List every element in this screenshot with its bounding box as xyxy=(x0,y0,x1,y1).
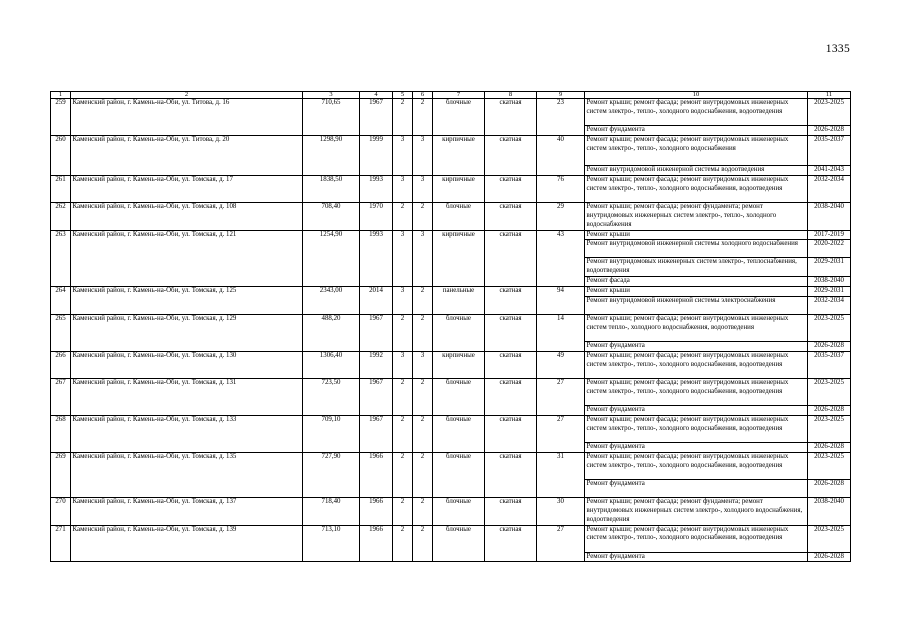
floors-cell: 3 xyxy=(393,351,413,378)
row-number-cell: 271 xyxy=(51,525,71,562)
year-cell: 1966 xyxy=(360,497,393,525)
year-cell: 1970 xyxy=(360,202,393,230)
roof-type-cell: скатная xyxy=(485,99,537,136)
row-number-cell: 259 xyxy=(51,99,71,136)
table-row xyxy=(51,230,851,240)
year-cell: 1967 xyxy=(360,415,393,452)
work-description-cell: Ремонт внутридомовой инженерной системы холодного водоснабжения xyxy=(585,240,808,258)
wall-material-cell: блочные xyxy=(433,99,485,136)
year-cell: 2014 xyxy=(360,287,393,315)
entrances-cell: 2 xyxy=(413,497,433,525)
work-description-cell: Ремонт фундамента xyxy=(585,479,808,497)
column-header: 5 xyxy=(393,92,413,99)
floors-cell: 3 xyxy=(393,230,413,287)
wall-material-cell: блочные xyxy=(433,415,485,452)
year-cell: 1967 xyxy=(360,378,393,415)
column-header: 11 xyxy=(808,92,851,99)
column-header: 10 xyxy=(585,92,808,99)
work-period-cell: 2023-2025 xyxy=(808,452,851,479)
work-period-cell: 2032-2034 xyxy=(808,297,851,315)
work-description-cell: Ремонт крыши; ремонт фасада; ремонт внутридомовых инженерных систем электро-, тепло-, холодного водоснабжения, водоотведения xyxy=(585,175,808,202)
address-cell: Каменский район, г. Камень-на-Оби, ул. Томская, д. 131 xyxy=(71,378,303,415)
roof-type-cell: скатная xyxy=(485,135,537,175)
row-number-cell: 270 xyxy=(51,497,71,525)
work-period-cell: 2023-2025 xyxy=(808,525,851,552)
floors-cell: 3 xyxy=(393,135,413,175)
work-description-cell: Ремонт внутридомовой инженерной системы водоотведения xyxy=(585,165,808,175)
column-header: 2 xyxy=(71,92,303,99)
row-number-cell: 264 xyxy=(51,287,71,315)
entrances-cell: 2 xyxy=(413,287,433,315)
roof-type-cell: скатная xyxy=(485,378,537,415)
roof-type-cell: скатная xyxy=(485,315,537,352)
work-period-cell: 2029-2031 xyxy=(808,287,851,297)
residents-cell: 49 xyxy=(537,351,585,378)
work-description-cell: Ремонт фасада xyxy=(585,277,808,287)
work-period-cell: 2026-2028 xyxy=(808,126,851,136)
area-cell: 727,90 xyxy=(303,452,360,497)
area-cell: 1306,40 xyxy=(303,351,360,378)
floors-cell: 2 xyxy=(393,452,413,497)
residents-cell: 29 xyxy=(537,202,585,230)
table-row xyxy=(51,452,851,479)
work-period-cell: 2026-2028 xyxy=(808,479,851,497)
roof-type-cell: скатная xyxy=(485,287,537,315)
work-period-cell: 2017-2019 xyxy=(808,230,851,240)
table-row xyxy=(51,287,851,297)
address-cell: Каменский район, г. Камень-на-Оби, ул. Томская, д. 129 xyxy=(71,315,303,352)
table-row xyxy=(51,202,851,230)
work-description-cell: Ремонт крыши; ремонт фасада; ремонт внутридомовых инженерных систем электро-, тепло-, холодного водоснабжения xyxy=(585,135,808,165)
table-row xyxy=(51,497,851,525)
header-row xyxy=(51,92,851,99)
work-period-cell: 2026-2028 xyxy=(808,442,851,452)
address-cell: Каменский район, г. Камень-на-Оби, ул. Томская, д. 121 xyxy=(71,230,303,287)
entrances-cell: 2 xyxy=(413,315,433,352)
floors-cell: 2 xyxy=(393,315,413,352)
area-cell: 709,10 xyxy=(303,415,360,452)
area-cell: 723,50 xyxy=(303,378,360,415)
residents-cell: 27 xyxy=(537,525,585,562)
entrances-cell: 3 xyxy=(413,175,433,202)
work-period-cell: 2038-2040 xyxy=(808,277,851,287)
row-number-cell: 265 xyxy=(51,315,71,352)
wall-material-cell: блочные xyxy=(433,202,485,230)
year-cell: 1967 xyxy=(360,99,393,136)
year-cell: 1992 xyxy=(360,351,393,378)
wall-material-cell: кирпичные xyxy=(433,230,485,287)
residents-cell: 27 xyxy=(537,378,585,415)
table-row xyxy=(51,378,851,405)
residents-cell: 43 xyxy=(537,230,585,287)
entrances-cell: 2 xyxy=(413,525,433,562)
work-description-cell: Ремонт крыши; ремонт фасада; ремонт внутридомовых инженерных систем электро-, тепло-, холодного водоснабжения, водоотведения xyxy=(585,525,808,552)
floors-cell: 3 xyxy=(393,175,413,202)
work-period-cell: 2035-2037 xyxy=(808,135,851,165)
area-cell: 713,10 xyxy=(303,525,360,562)
residents-cell: 40 xyxy=(537,135,585,175)
work-period-cell: 2026-2028 xyxy=(808,552,851,562)
entrances-cell: 2 xyxy=(413,378,433,415)
work-description-cell: Ремонт крыши; ремонт фасада; ремонт внутридомовых инженерных систем электро-, тепло-, холодного водоснабжения, водоотведения xyxy=(585,452,808,479)
area-cell: 718,40 xyxy=(303,497,360,525)
page-number: 1335 xyxy=(825,43,850,55)
column-header: 8 xyxy=(485,92,537,99)
work-period-cell: 2029-2031 xyxy=(808,258,851,277)
column-header: 6 xyxy=(413,92,433,99)
address-cell: Каменский район, г. Камень-на-Оби, ул. Томская, д. 135 xyxy=(71,452,303,497)
work-description-cell: Ремонт крыши; ремонт фасада; ремонт внутридомовых инженерных систем тепло-, холодного водоснабжения, водоотведения xyxy=(585,315,808,342)
work-description-cell: Ремонт внутридомовых инженерных систем электро-, теплоснабжения, водоотведения xyxy=(585,258,808,277)
address-cell: Каменский район, г. Камень-на-Оби, ул. Томская, д. 108 xyxy=(71,202,303,230)
area-cell: 708,40 xyxy=(303,202,360,230)
entrances-cell: 2 xyxy=(413,415,433,452)
work-description-cell: Ремонт крыши; ремонт фасада; ремонт внутридомовых инженерных систем электро-, тепло-, холодного водоснабжения, водоотведения xyxy=(585,99,808,126)
residents-cell: 23 xyxy=(537,99,585,136)
work-description-cell: Ремонт крыши; ремонт фасада; ремонт фундамента; ремонт внутридомовых инженерных систем электро-, холодного водоснабжения, водоотведения xyxy=(585,497,808,525)
column-header: 7 xyxy=(433,92,485,99)
area-cell: 1298,90 xyxy=(303,135,360,175)
wall-material-cell: кирпичные xyxy=(433,135,485,175)
area-cell: 2343,00 xyxy=(303,287,360,315)
area-cell: 710,65 xyxy=(303,99,360,136)
wall-material-cell: блочные xyxy=(433,452,485,497)
entrances-cell: 3 xyxy=(413,230,433,287)
floors-cell: 2 xyxy=(393,378,413,415)
table-body xyxy=(51,99,851,562)
address-cell: Каменский район, г. Камень-на-Оби, ул. Томская, д. 17 xyxy=(71,175,303,202)
floors-cell: 2 xyxy=(393,497,413,525)
entrances-cell: 2 xyxy=(413,202,433,230)
work-description-cell: Ремонт фундамента xyxy=(585,552,808,562)
row-number-cell: 269 xyxy=(51,452,71,497)
area-cell: 1254,90 xyxy=(303,230,360,287)
column-header: 4 xyxy=(360,92,393,99)
entrances-cell: 2 xyxy=(413,452,433,497)
year-cell: 1966 xyxy=(360,525,393,562)
floors-cell: 2 xyxy=(393,415,413,452)
column-header: 9 xyxy=(537,92,585,99)
address-cell: Каменский район, г. Камень-на-Оби, ул. Томская, д. 137 xyxy=(71,497,303,525)
table-row xyxy=(51,315,851,342)
table-row xyxy=(51,351,851,378)
roof-type-cell: скатная xyxy=(485,202,537,230)
row-number-cell: 266 xyxy=(51,351,71,378)
work-period-cell: 2026-2028 xyxy=(808,342,851,352)
residents-cell: 27 xyxy=(537,415,585,452)
work-description-cell: Ремонт крыши xyxy=(585,230,808,240)
column-header: 1 xyxy=(51,92,71,99)
work-description-cell: Ремонт крыши; ремонт фасада; ремонт внутридомовых инженерных систем электро-, тепло-, холодного водоснабжения, водоотведения xyxy=(585,415,808,442)
floors-cell: 2 xyxy=(393,202,413,230)
roof-type-cell: скатная xyxy=(485,497,537,525)
address-cell: Каменский район, г. Камень-на-Оби, ул. Томская, д. 130 xyxy=(71,351,303,378)
work-description-cell: Ремонт фундамента xyxy=(585,342,808,352)
entrances-cell: 3 xyxy=(413,351,433,378)
row-number-cell: 262 xyxy=(51,202,71,230)
column-header: 3 xyxy=(303,92,360,99)
roof-type-cell: скатная xyxy=(485,351,537,378)
year-cell: 1966 xyxy=(360,452,393,497)
year-cell: 1993 xyxy=(360,230,393,287)
work-period-cell: 2041-2043 xyxy=(808,165,851,175)
table-row xyxy=(51,415,851,442)
roof-type-cell: скатная xyxy=(485,175,537,202)
entrances-cell: 3 xyxy=(413,135,433,175)
work-description-cell: Ремонт фундамента xyxy=(585,442,808,452)
row-number-cell: 267 xyxy=(51,378,71,415)
address-cell: Каменский район, г. Камень-на-Оби, ул. Титова, д. 20 xyxy=(71,135,303,175)
entrances-cell: 2 xyxy=(413,99,433,136)
wall-material-cell: блочные xyxy=(433,525,485,562)
work-period-cell: 2023-2025 xyxy=(808,415,851,442)
work-description-cell: Ремонт фундамента xyxy=(585,405,808,415)
wall-material-cell: блочные xyxy=(433,378,485,415)
year-cell: 1999 xyxy=(360,135,393,175)
work-description-cell: Ремонт крыши xyxy=(585,287,808,297)
row-number-cell: 268 xyxy=(51,415,71,452)
residents-cell: 14 xyxy=(537,315,585,352)
work-period-cell: 2026-2028 xyxy=(808,405,851,415)
wall-material-cell: панельные xyxy=(433,287,485,315)
floors-cell: 3 xyxy=(393,287,413,315)
year-cell: 1993 xyxy=(360,175,393,202)
roof-type-cell: скатная xyxy=(485,415,537,452)
year-cell: 1967 xyxy=(360,315,393,352)
work-description-cell: Ремонт внутридомовой инженерной системы электроснабжения xyxy=(585,297,808,315)
area-cell: 1838,50 xyxy=(303,175,360,202)
table-row xyxy=(51,525,851,552)
address-cell: Каменский район, г. Камень-на-Оби, ул. Томская, д. 125 xyxy=(71,287,303,315)
roof-type-cell: скатная xyxy=(485,452,537,497)
work-period-cell: 2020-2022 xyxy=(808,240,851,258)
wall-material-cell: блочные xyxy=(433,315,485,352)
row-number-cell: 260 xyxy=(51,135,71,175)
roof-type-cell: скатная xyxy=(485,230,537,287)
wall-material-cell: кирпичные xyxy=(433,351,485,378)
work-period-cell: 2038-2040 xyxy=(808,497,851,525)
row-number-cell: 263 xyxy=(51,230,71,287)
work-description-cell: Ремонт крыши; ремонт фасада; ремонт внутридомовых инженерных систем электро-, тепло-, холодного водоснабжения, водоотведения xyxy=(585,351,808,378)
address-cell: Каменский район, г. Камень-на-Оби, ул. Томская, д. 139 xyxy=(71,525,303,562)
row-number-cell: 261 xyxy=(51,175,71,202)
work-description-cell: Ремонт фундамента xyxy=(585,126,808,136)
work-period-cell: 2038-2040 xyxy=(808,202,851,230)
work-period-cell: 2023-2025 xyxy=(808,378,851,405)
address-cell: Каменский район, г. Камень-на-Оби, ул. Титова, д. 16 xyxy=(71,99,303,136)
floors-cell: 2 xyxy=(393,525,413,562)
wall-material-cell: кирпичные xyxy=(433,175,485,202)
residents-cell: 30 xyxy=(537,497,585,525)
work-period-cell: 2023-2025 xyxy=(808,99,851,126)
residents-cell: 76 xyxy=(537,175,585,202)
work-period-cell: 2035-2037 xyxy=(808,351,851,378)
work-period-cell: 2032-2034 xyxy=(808,175,851,202)
work-description-cell: Ремонт крыши; ремонт фасада; ремонт фундамента; ремонт внутридомовых инженерных систем электро-, тепло-, холодного водоснабжения xyxy=(585,202,808,230)
table-row xyxy=(51,175,851,202)
residents-cell: 94 xyxy=(537,287,585,315)
area-cell: 488,20 xyxy=(303,315,360,352)
capital-repair-table xyxy=(50,91,851,562)
work-period-cell: 2023-2025 xyxy=(808,315,851,342)
address-cell: Каменский район, г. Камень-на-Оби, ул. Томская, д. 133 xyxy=(71,415,303,452)
wall-material-cell: блочные xyxy=(433,497,485,525)
floors-cell: 2 xyxy=(393,99,413,136)
residents-cell: 31 xyxy=(537,452,585,497)
work-description-cell: Ремонт крыши; ремонт фасада; ремонт внутридомовых инженерных систем электро-, тепло-, холодного водоснабжения, водоотведения xyxy=(585,378,808,405)
table-row xyxy=(51,135,851,165)
roof-type-cell: скатная xyxy=(485,525,537,562)
table-row xyxy=(51,99,851,126)
